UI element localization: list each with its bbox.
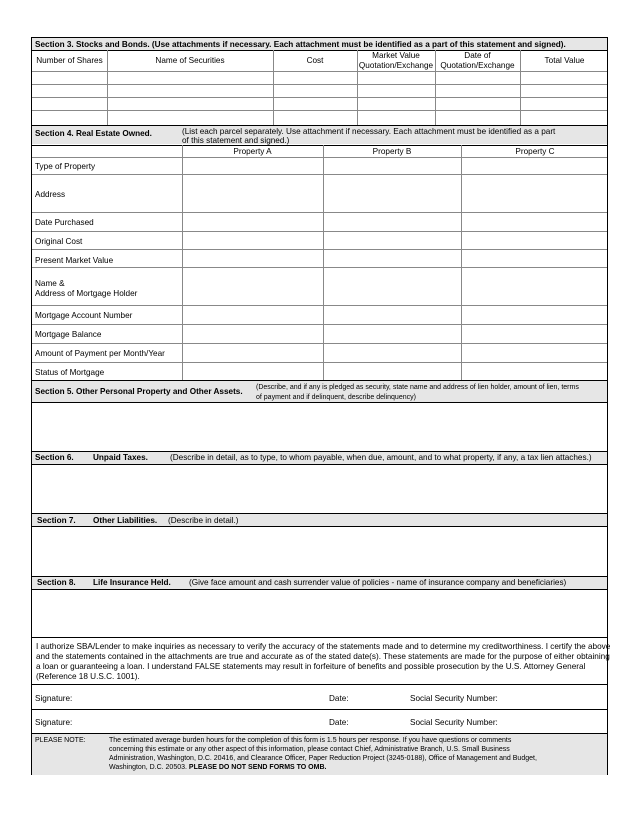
row-date-purchased: Date Purchased bbox=[35, 218, 94, 227]
date-field-2[interactable] bbox=[352, 711, 407, 731]
notice-line4 bbox=[109, 763, 326, 772]
section8-note: (Give face amount and cash surrender value of policies - name of insurance company and beneficiaries) bbox=[189, 578, 567, 587]
property-c-header: Property C bbox=[515, 147, 555, 156]
section6-title: Unpaid Taxes. bbox=[93, 453, 148, 462]
authorization-line3: a loan or guaranteeing a loan. I understand FALSE statements may result in forfeiture of benefits and possible prosecution by the U.S. Attorney General bbox=[36, 662, 586, 671]
property-b-header: Property B bbox=[372, 147, 412, 156]
property-a-header: Property A bbox=[233, 147, 272, 156]
section7-title: Other Liabilities. bbox=[93, 516, 158, 525]
stocks-table-body[interactable] bbox=[32, 71, 107, 125]
col-cost: Cost bbox=[306, 56, 324, 65]
authorization-line1: I authorize SBA/Lender to make inquiries as necessary to verify the accuracy of the statements made and to determine my creditworthiness. I certify the above bbox=[36, 642, 611, 651]
section6-label: Section 6. bbox=[35, 453, 74, 462]
row-mortgage-holder: Address of Mortgage Holder bbox=[35, 289, 138, 298]
col-date-quotation: Quotation/Exchange bbox=[440, 61, 515, 70]
section7-note: (Describe in detail.) bbox=[168, 516, 239, 525]
row-mortgage-balance: Mortgage Balance bbox=[35, 330, 102, 339]
notice-line2: concerning this estimate or any other aspect of this information, please contact Chief, Administrative Branch, U.S. Small Business bbox=[109, 746, 510, 753]
notice-line3: Administration, Washington, D.C. 20416, and Clearance Officer, Paper Reduction Project (3245-0188), Office of Management and Budget, bbox=[109, 755, 537, 762]
authorization-line4: (Reference 18 U.S.C. 1001). bbox=[36, 672, 140, 681]
section5-note-line2: of payment and if delinquent, describe delinquency) bbox=[256, 394, 416, 401]
row-name-label: Name & bbox=[35, 279, 65, 288]
col-market-quotation: Quotation/Exchange bbox=[358, 61, 434, 70]
notice-label: PLEASE NOTE: bbox=[35, 737, 86, 744]
signature-field-1[interactable] bbox=[82, 687, 322, 707]
section7-label: Section 7. bbox=[37, 516, 76, 525]
section5-note-line1: (Describe, and if any is pledged as security, state name and address of lien holder, amount of lien, terms bbox=[256, 384, 579, 391]
col-name-of-securities: Name of Securities bbox=[155, 56, 225, 65]
signature-label-1: Signature: bbox=[35, 694, 73, 703]
section8-label: Section 8. bbox=[37, 578, 76, 587]
section4-note-line2: of this statement and signed.) bbox=[182, 136, 290, 145]
col-date-of: Date of bbox=[464, 51, 491, 60]
ssn-field-2[interactable] bbox=[507, 711, 605, 731]
notice-omb-warning: PLEASE DO NOT SEND FORMS TO OMB. bbox=[188, 764, 327, 771]
financial-statement-form bbox=[31, 37, 611, 775]
col-market-value: Market Value bbox=[372, 51, 420, 60]
authorization-line2: and the statements contained in the attachments are true and accurate as of the stated date(s). These statements are made for the purpose of either obtaining bbox=[36, 652, 610, 661]
section4-header: Section 4. Real Estate Owned. bbox=[35, 129, 152, 138]
section6-entry-area[interactable] bbox=[32, 465, 607, 513]
col-number-of-shares: Number of Shares bbox=[36, 56, 103, 65]
notice-line4-text: Washington, D.C. 20503. bbox=[109, 764, 189, 771]
signature-field-2[interactable] bbox=[82, 711, 322, 731]
date-label-2: Date: bbox=[329, 718, 349, 727]
section6-note: (Describe in detail, as to type, to whom payable, when due, amount, and to what property, if any, a tax lien attaches.) bbox=[170, 453, 592, 462]
date-label-1: Date: bbox=[329, 694, 349, 703]
ssn-label-1: Social Security Number: bbox=[410, 694, 498, 703]
section3-header: Section 3. Stocks and Bonds. (Use attachments if necessary. Each attachment must be identified as a part of this statement and signed). bbox=[35, 40, 566, 49]
row-present-market-value: Present Market Value bbox=[35, 256, 114, 265]
section5-entry-area[interactable] bbox=[32, 403, 607, 451]
section8-title: Life Insurance Held. bbox=[93, 578, 171, 587]
row-payment-amount: Amount of Payment per Month/Year bbox=[35, 349, 165, 358]
row-type-of-property: Type of Property bbox=[35, 162, 96, 171]
row-mortgage-status: Status of Mortgage bbox=[35, 368, 105, 377]
section4-note-line1: (List each parcel separately. Use attachment if necessary. Each attachment must be identified as a part bbox=[182, 127, 556, 136]
ssn-label-2: Social Security Number: bbox=[410, 718, 498, 727]
signature-label-2: Signature: bbox=[35, 718, 73, 727]
ssn-field-1[interactable] bbox=[507, 687, 605, 707]
section5-header: Section 5. Other Personal Property and Other Assets. bbox=[35, 387, 243, 396]
row-address: Address bbox=[35, 190, 66, 199]
date-field-1[interactable] bbox=[352, 687, 407, 707]
section7-entry-area[interactable] bbox=[32, 527, 607, 576]
col-total-value: Total Value bbox=[544, 56, 585, 65]
notice-line1: The estimated average burden hours for the completion of this form is 1.5 hours per response. If you have questions or comments bbox=[109, 737, 512, 744]
row-mortgage-account: Mortgage Account Number bbox=[35, 311, 133, 320]
row-original-cost: Original Cost bbox=[35, 237, 83, 246]
section8-entry-area[interactable] bbox=[32, 590, 607, 637]
